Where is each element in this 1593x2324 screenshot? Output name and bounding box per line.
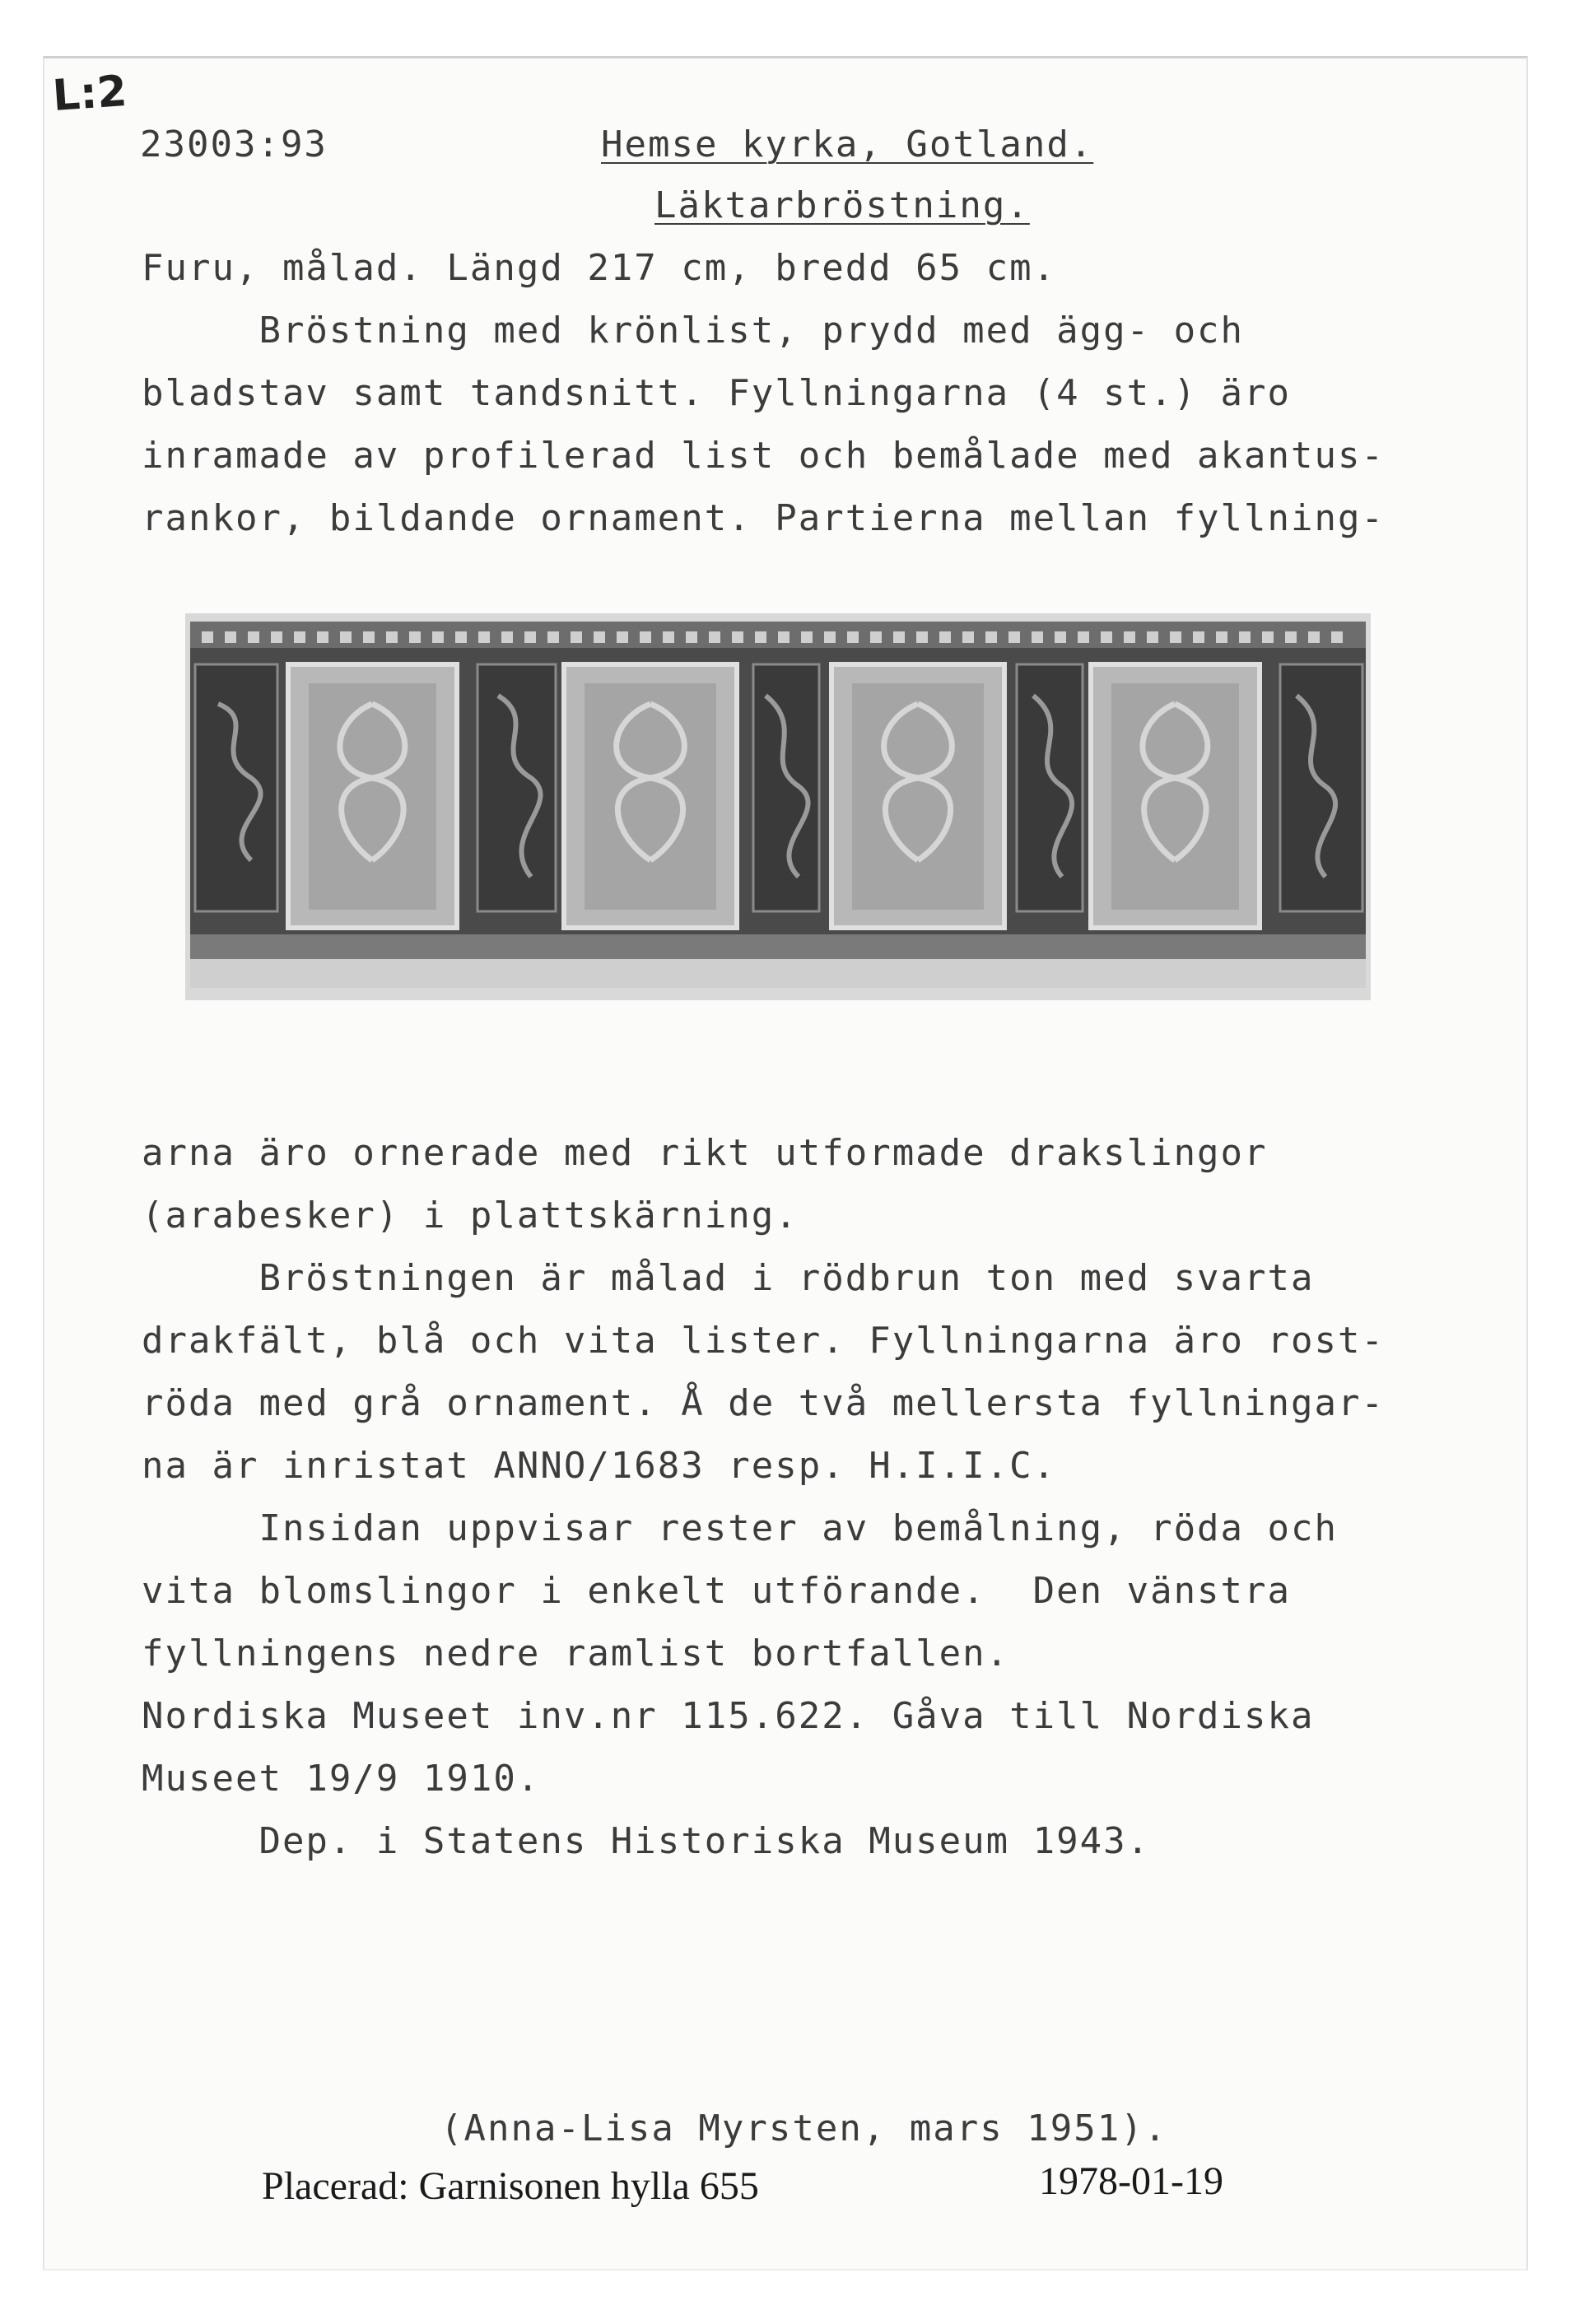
placement-stamp: Placerad: Garnisonen hylla 655	[262, 2164, 759, 2208]
body-line-11: na är inristat ANNO/1683 resp. H.I.I.C.	[142, 1445, 1057, 1487]
church-title: Hemse kyrka, Gotland.	[601, 123, 1094, 165]
body-line-13: vita blomslingor i enkelt utförande. Den vänstra	[142, 1570, 1292, 1612]
body-line-4: inramade av profilerad list och bemålade med akantus-	[142, 435, 1385, 477]
body-line-8: Bröstningen är målad i rödbrun ton med svarta	[142, 1257, 1315, 1299]
body-line-5: rankor, bildande ornament. Partierna mellan fyllning-	[142, 497, 1385, 539]
body-line-7: (arabesker) i plattskärning.	[142, 1195, 799, 1237]
photo-gallery-front	[185, 613, 1371, 1000]
body-line-1: Furu, målad. Längd 217 cm, bredd 65 cm.	[142, 247, 1057, 289]
body-line-12: Insidan uppvisar rester av bemålning, röda och	[142, 1507, 1339, 1549]
inventory-number: 23003:93	[140, 123, 328, 165]
body-line-17: Dep. i Statens Historiska Museum 1943.	[142, 1820, 1151, 1862]
body-line-16: Museet 19/9 1910.	[142, 1758, 541, 1800]
author-line: (Anna-Lisa Myrsten, mars 1951).	[440, 2107, 1168, 2149]
body-line-9: drakfält, blå och vita lister. Fyllningarna äro rost-	[142, 1320, 1385, 1362]
body-line-2: Bröstning med krönlist, prydd med ägg- och	[142, 310, 1245, 352]
body-line-6: arna äro ornerade med rikt utformade drakslingor	[142, 1132, 1268, 1174]
stamp-date: 1978-01-19	[1039, 2159, 1223, 2203]
body-line-3: bladstav samt tandsnitt. Fyllningarna (4 st.) äro	[142, 372, 1292, 414]
body-line-14: fyllningens nedre ramlist bortfallen.	[142, 1632, 1010, 1674]
object-title: Läktarbröstning.	[654, 184, 1030, 226]
body-line-15: Nordiska Museet inv.nr 115.622. Gåva till Nordiska	[142, 1695, 1315, 1737]
handwritten-mark: L:2	[51, 66, 129, 122]
body-line-10: röda med grå ornament. Å de två mellersta fyllningar-	[142, 1382, 1385, 1424]
